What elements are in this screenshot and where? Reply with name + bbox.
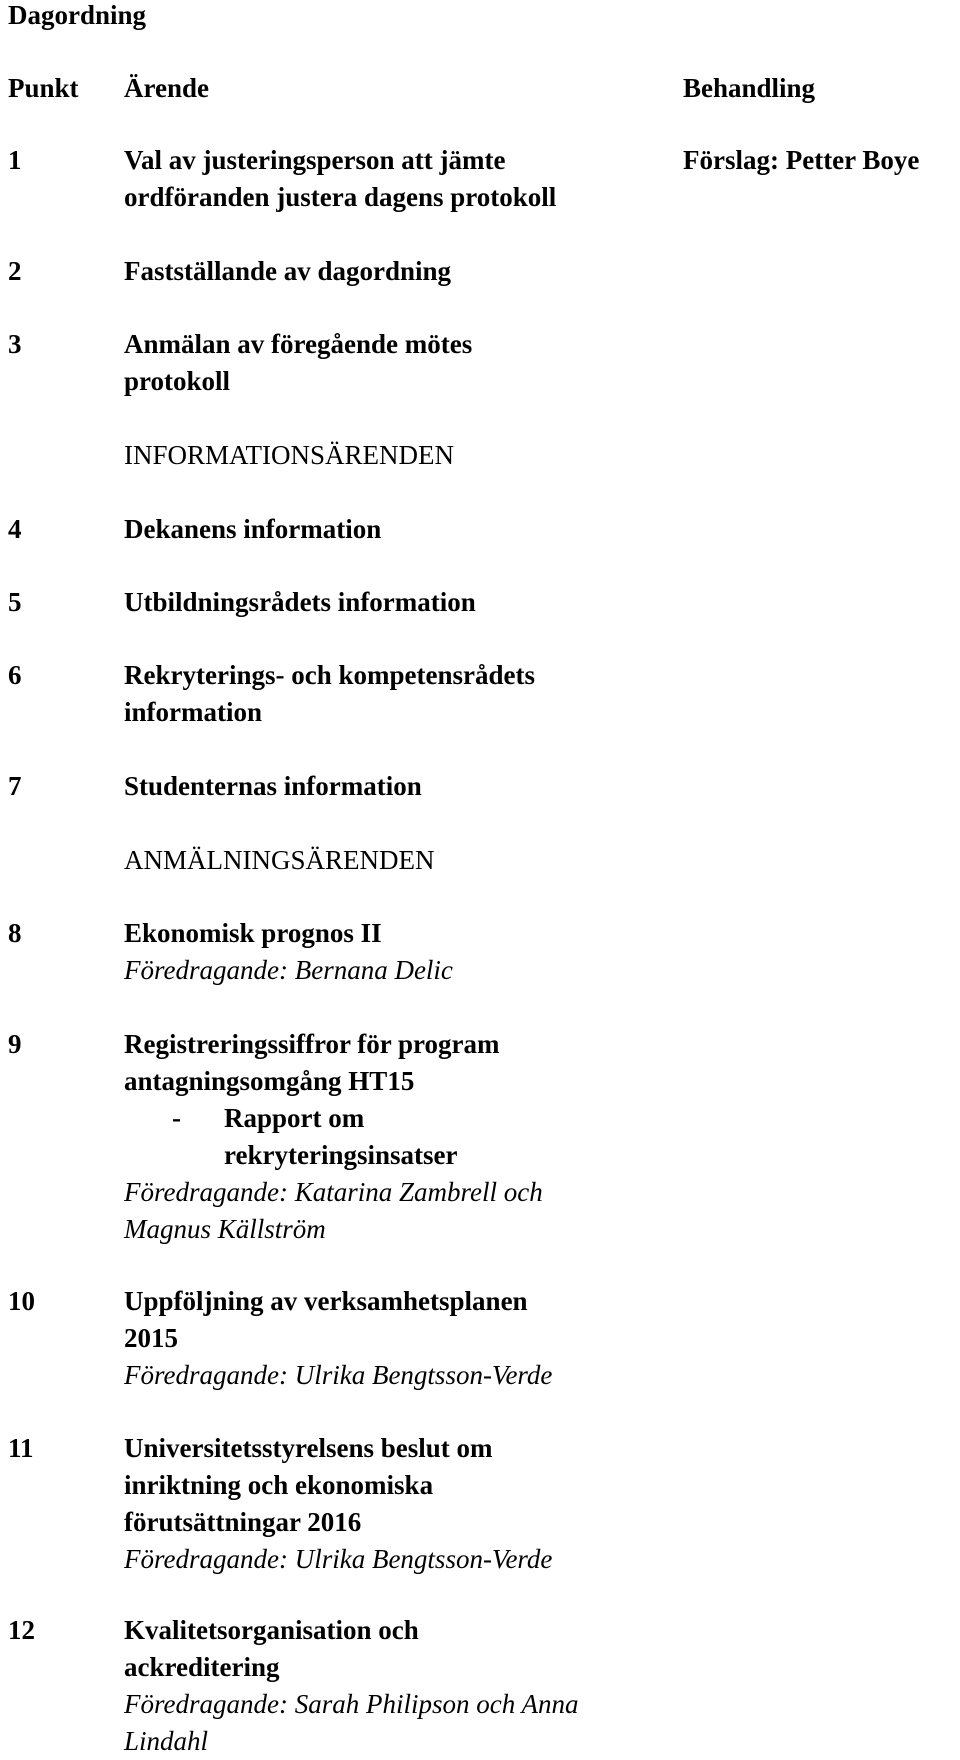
sub-point bbox=[124, 1100, 664, 1137]
item-text bbox=[124, 768, 664, 805]
sub-point-text: Rapport om bbox=[224, 1103, 365, 1133]
item-number: 2 bbox=[8, 256, 22, 286]
section-heading-information: INFORMATIONSÄRENDEN bbox=[124, 440, 455, 470]
document-title: Dagordning bbox=[8, 0, 147, 30]
item-presenter: Föredragande: Sarah Philipson och Anna bbox=[124, 1689, 579, 1719]
item-number: 11 bbox=[8, 1433, 34, 1463]
item-title-line: förutsättningar 2016 bbox=[124, 1507, 362, 1537]
item-title-line: Fastställande av dagordning bbox=[124, 256, 452, 286]
item-title-line: Universitetsstyrelsens beslut om bbox=[124, 1433, 493, 1463]
item-title-line: Uppföljning av verksamhetsplanen bbox=[124, 1286, 528, 1316]
item-text bbox=[124, 915, 664, 989]
item-text bbox=[124, 657, 664, 731]
item-number: 3 bbox=[8, 329, 22, 359]
item-title-line: Rekryterings- och kompetensrådets bbox=[124, 660, 535, 690]
item-number: 8 bbox=[8, 918, 22, 948]
item-presenter: Föredragande: Ulrika Bengtsson-Verde bbox=[124, 1544, 553, 1574]
item-title-line: ordföranden justera dagens protokoll bbox=[124, 182, 557, 212]
item-text bbox=[124, 253, 664, 290]
item-title-line: Val av justeringsperson att jämte bbox=[124, 145, 506, 175]
item-text bbox=[124, 1026, 664, 1248]
item-text bbox=[124, 1283, 664, 1394]
item-title-line: Anmälan av föregående mötes bbox=[124, 329, 473, 359]
item-title-line: protokoll bbox=[124, 366, 231, 396]
item-treatment: Förslag: Petter Boye bbox=[683, 145, 920, 175]
item-presenter: Lindahl bbox=[124, 1726, 209, 1756]
item-title-line: Utbildningsrådets information bbox=[124, 587, 476, 617]
item-presenter: Föredragande: Katarina Zambrell och bbox=[124, 1177, 543, 1207]
item-presenter: Magnus Källström bbox=[124, 1214, 326, 1244]
sub-point-continuation: rekryteringsinsatser bbox=[224, 1140, 458, 1170]
item-title-line: 2015 bbox=[124, 1323, 178, 1353]
item-title-line: Kvalitetsorganisation och bbox=[124, 1615, 419, 1645]
item-presenter: Föredragande: Bernana Delic bbox=[124, 955, 453, 985]
item-presenter: Föredragande: Ulrika Bengtsson-Verde bbox=[124, 1360, 553, 1390]
item-text bbox=[124, 1430, 664, 1578]
item-title-line: antagningsomgång HT15 bbox=[124, 1066, 415, 1096]
item-number: 4 bbox=[8, 514, 22, 544]
item-number: 5 bbox=[8, 587, 22, 617]
item-title-line: Dekanens information bbox=[124, 514, 382, 544]
item-number: 10 bbox=[8, 1286, 35, 1316]
item-number: 1 bbox=[8, 145, 22, 175]
item-title-line: Ekonomisk prognos II bbox=[124, 918, 382, 948]
item-number: 12 bbox=[8, 1615, 35, 1645]
item-number: 7 bbox=[8, 771, 22, 801]
item-title-line: Registreringssiffror för program bbox=[124, 1029, 500, 1059]
item-text bbox=[124, 584, 664, 621]
item-text bbox=[124, 511, 664, 548]
section-heading-anmalning: ANMÄLNINGSÄRENDEN bbox=[124, 845, 435, 875]
item-title-line: inriktning och ekonomiska bbox=[124, 1470, 434, 1500]
item-title-line: Studenternas information bbox=[124, 771, 422, 801]
item-number: 9 bbox=[8, 1029, 22, 1059]
column-header-punkt: Punkt bbox=[8, 73, 79, 103]
item-text bbox=[124, 326, 664, 400]
column-header-arende: Ärende bbox=[124, 73, 209, 103]
sub-point-dash: - bbox=[172, 1103, 181, 1133]
item-title-line: ackreditering bbox=[124, 1652, 280, 1682]
item-title-line: information bbox=[124, 697, 262, 727]
item-text bbox=[124, 142, 664, 216]
item-text bbox=[124, 1612, 664, 1760]
column-header-behandling: Behandling bbox=[683, 73, 816, 103]
item-number: 6 bbox=[8, 660, 22, 690]
